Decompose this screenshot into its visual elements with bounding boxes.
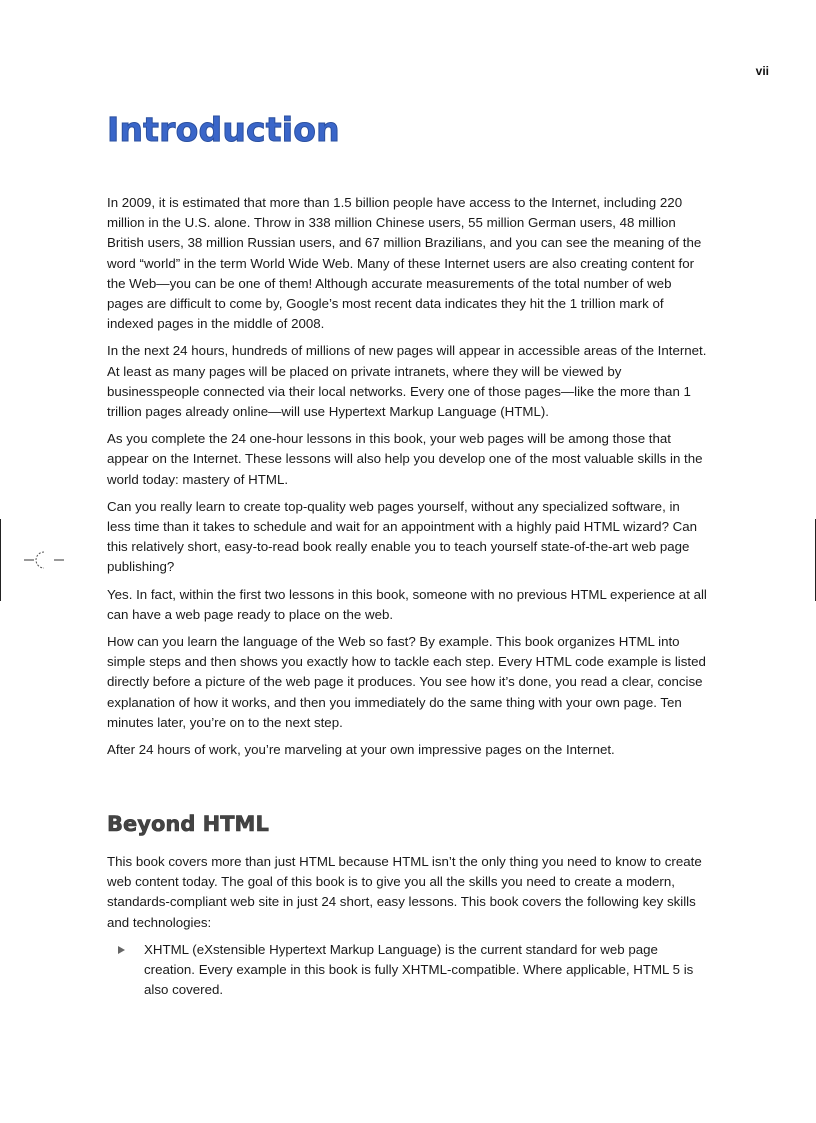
crop-mark-left-line (0, 519, 1, 601)
intro-paragraph: Can you really learn to create top-quality web pages yourself, without any specialized software, in less time than it takes to schedule and wait for an appointment with a highly paid HTML wizard? Can this relatively short, easy-to-read book really enable you to teach yourself state-of-the-art web page publishing? (107, 498, 698, 575)
list-item-text: XHTML (eXstensible Hypertext Markup Language) is the current standard for web page creation. Every example in this book is fully XHTML-compatible. Where applicable, HTML 5 is also covered. (144, 941, 694, 998)
intro-paragraph: In 2009, it is estimated that more than 1.5 billion people have access to the Internet, including 220 million in the U.S. alone. Throw in 338 million Chinese users, 55 million German users, 48 million British users, 38 million Russian users, and 67 million Brazilians, and you can see the meaning of the word “world” in the term World Wide Web. Many of these Internet users are also creating content for the Web—you can be one of them! Although accurate measurements of the total number of web pages are difficult to come by, Google’s most recent data indicates they hit the 1 trillion mark of indexed pages in the middle of 2008. (107, 195, 702, 332)
intro-paragraph: Yes. In fact, within the first two lessons in this book, someone with no previous HTML experience at all can have a web page ready to place on the web. (107, 586, 707, 622)
chapter-title: Introduction (107, 110, 340, 149)
intro-paragraph: How can you learn the language of the Web so fast? By example. This book organizes HTML into simple steps and then shows you exactly how to tackle each step. Every HTML code example is listed directly before a picture of the web page it produces. You see how it’s done, you read a clear, concise explanation of how it works, and then you immediately do the same thing with your own page. Ten minutes later, you’re on to the next step. (107, 634, 706, 730)
registration-mark-icon (24, 548, 64, 572)
page-number: vii (755, 64, 769, 78)
intro-paragraph: In the next 24 hours, hundreds of millions of new pages will appear in accessible areas of the Internet. At least as many pages will be placed on private intranets, where they will be viewed by businesspeople connected via their local networks. Every one of those pages—like the more than 1 trillion pages already online—will use Hypertext Markup Language (HTML). (107, 343, 707, 420)
intro-paragraph: After 24 hours of work, you’re marveling at your own impressive pages on the Internet. (107, 742, 615, 758)
skills-bullet-list (107, 940, 707, 1001)
beyond-html-text-block (107, 852, 707, 1000)
triangle-right-icon (118, 946, 125, 954)
section-title-beyond-html: Beyond HTML (107, 812, 269, 836)
beyond-html-paragraph: This book covers more than just HTML because HTML isn’t the only thing you need to know to create web content today. The goal of this book is to give you all the skills you need to create a modern, standards-compliant web site in just 24 short, easy lessons. This book covers the following key skills and technologies: (107, 854, 702, 930)
intro-paragraph: As you complete the 24 one-hour lessons in this book, your web pages will be among those that appear on the Internet. These lessons will also help you develop one of the most valuable skills in the world today: mastery of HTML. (107, 431, 703, 487)
list-item (107, 940, 707, 1001)
intro-text-block (107, 193, 707, 767)
